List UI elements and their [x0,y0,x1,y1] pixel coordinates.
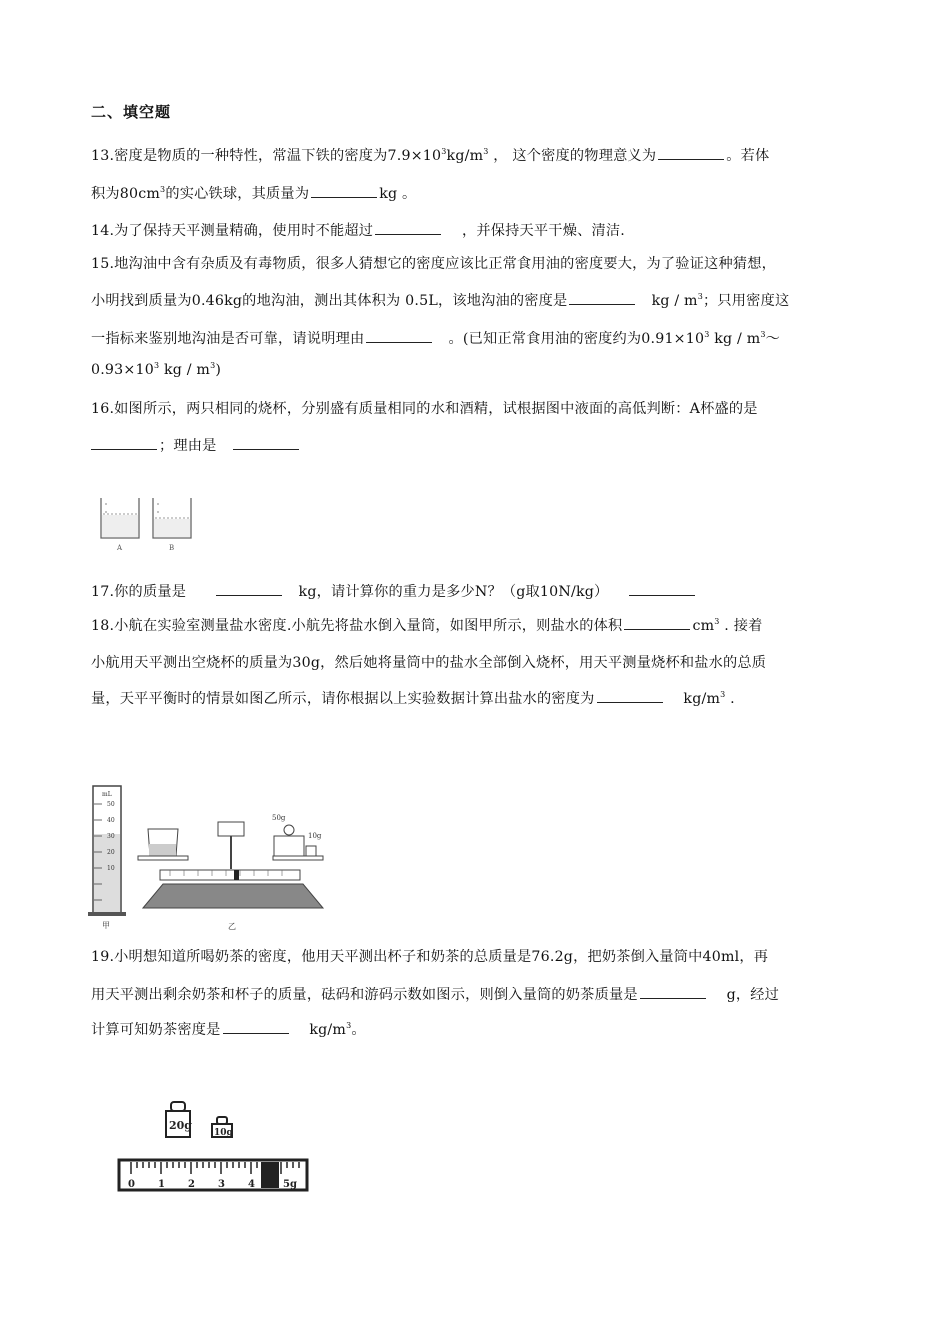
answer-blank[interactable] [233,448,299,450]
scale-label: 2 [188,1179,195,1190]
q15-line-1: 15.地沟油中含有杂质及有毒物质，很多人猜想它的密度应该比正常食用油的密度要大，为了验证这种猜想， [91,256,776,272]
answer-blank[interactable] [366,341,432,343]
q18-text: . 接着 [719,618,763,634]
q14-text: ，并保持天平干燥、清洁. [461,223,625,239]
q16-line-1: 16.如图所示，两只相同的烧杯，分别盛有质量相同的水和酒精，试根据图中液面的高低判断：A杯盛的是 [91,401,758,417]
beaker-b [153,498,191,538]
beaker-label-b: B [169,544,175,552]
superscript: 3 [720,690,726,699]
q15-text: ；只用密度这 [703,293,790,309]
answer-blank[interactable] [569,303,635,305]
answer-blank[interactable] [658,158,724,160]
q17-text: kg，请计算你的重力是多少N？（g取10N/kg） [298,584,609,600]
unit-text: kg/m [446,148,484,164]
superscript: 3 [483,147,489,156]
q18-line-1 [91,615,762,635]
q13-text: 积为80cm [91,186,161,202]
q13-line-1 [91,145,769,165]
q19-text: 计算可知奶茶密度是 [91,1022,221,1038]
graduated-cylinder [88,786,126,930]
q13-text: kg 。 [379,186,417,202]
q18-text: 量，天平平衡时的情景如图乙所示，请你根据以上实验数据计算出盐水的密度为 [91,691,595,707]
q13-text: 13.密度是物质的一种特性，常温下铁的密度为7.9×10 [91,148,442,164]
q19-text: g，经过 [726,987,780,1003]
q15-text: ～ [765,331,781,347]
balance [138,814,323,931]
section-title: 二、填空题 [91,103,172,121]
q13-text: 。若体 [726,148,770,164]
superscript: 3 [160,185,166,194]
superscript: 3 [153,361,160,370]
rider[interactable] [261,1162,279,1188]
answer-blank[interactable] [629,594,695,596]
cylinder-tick-label: 50 [107,801,115,808]
weight-50g: 50g [272,814,286,822]
q19-text: 用天平测出剩余奶茶和杯子的质量，砝码和游码示数如图示，则倒入量筒的奶茶质量是 [91,987,638,1003]
superscript: 3 [697,292,704,301]
q15-text: 一指标来鉴别地沟油是否可靠，请说明理由 [91,331,365,347]
scale-label: 0 [128,1179,135,1190]
answer-blank[interactable] [375,233,441,235]
q15-text: 。(已知正常食用油的密度约为0.91×10 [448,331,705,347]
weight-20g [166,1102,192,1137]
scale-label: 3 [218,1179,225,1190]
weight-10g-label: 10g [214,1128,233,1138]
weight-10g: 10g [308,832,322,840]
answer-blank[interactable] [91,448,157,450]
answer-blank[interactable] [216,594,282,596]
superscript: 3 [760,330,766,339]
cylinder-tick-label: 10 [107,865,115,872]
q15-text: ) [215,362,222,378]
q17-text: 17.你的质量是 [91,584,187,600]
unit-text: kg / m [709,331,761,347]
q15-line-2 [91,290,789,310]
q15-text: 小明找到质量为0.46kg的地沟油，测出其体积为 0.5L，该地沟油的密度是 [91,293,568,309]
cylinder-tick-label: 30 [107,833,115,840]
q19-line-1: 19.小明想知道所喝奶茶的密度，他用天平测出杯子和奶茶的总质量是76.2g，把奶茶倒入量筒中40ml，再 [91,949,769,965]
q19-line-3 [91,1019,366,1039]
cylinder-unit: mL [102,791,112,798]
answer-blank[interactable] [311,196,377,198]
superscript: 3 [441,147,447,156]
q16-line-2 [91,435,301,455]
q18-text: 18.小航在实验室测量盐水密度.小航先将盐水倒入量筒，如图甲所示，则盐水的体积 [91,618,623,634]
weight-20g-label: 20g [169,1119,192,1132]
answer-blank[interactable] [640,997,706,999]
q18-text: . [725,691,735,707]
q13-text: 的实心铁球，其质量为 [165,186,310,202]
unit-text: kg / m [159,362,211,378]
beaker-label-a: A [117,544,123,552]
unit-text: cm [692,618,715,634]
label-yi: 乙 [228,922,236,931]
scale-label: 1 [158,1179,165,1190]
q15-text: 0.93×10 [91,362,154,378]
label-jia: 甲 [102,921,110,930]
scale-label: 5g [283,1179,297,1190]
q13-line-2 [91,183,416,203]
answer-blank[interactable] [624,628,690,630]
q18-line-3 [91,688,735,708]
unit-text: kg/m [683,691,721,707]
q15-line-4 [91,362,221,378]
q13-text: ， 这个密度的物理意义为 [493,148,657,164]
cylinder-tick-label: 20 [107,849,115,856]
q15-line-3 [91,328,780,348]
superscript: 3 [704,330,710,339]
beaker-a [101,498,139,538]
scale-label: 4 [248,1179,255,1190]
q16-text: ；理由是 [159,438,217,454]
cylinder-balance-figure [88,784,358,934]
answer-blank[interactable] [223,1032,289,1034]
cylinder-tick-label: 40 [107,817,115,824]
superscript: 3 [210,361,216,370]
q17-line [91,581,697,601]
unit-text: kg / m [651,293,698,309]
superscript: 3 [346,1021,352,1030]
q18-line-2: 小航用天平测出空烧杯的质量为30g，然后她将量筒中的盐水全部倒入烧杯，用天平测量烧杯和盐水的总质 [91,655,767,671]
superscript: 3 [714,617,720,626]
q19-text: 。 [351,1022,366,1038]
beakers-figure [95,492,195,554]
weight-10g [212,1117,234,1138]
answer-blank[interactable] [597,701,663,703]
unit-text: kg/m [309,1022,347,1038]
q19-line-2 [91,984,779,1004]
q14-line [91,220,625,240]
rider-scale [119,1160,307,1190]
q14-text: 14.为了保持天平测量精确，使用时不能超过 [91,223,374,239]
weights-scale-figure [115,1098,315,1194]
